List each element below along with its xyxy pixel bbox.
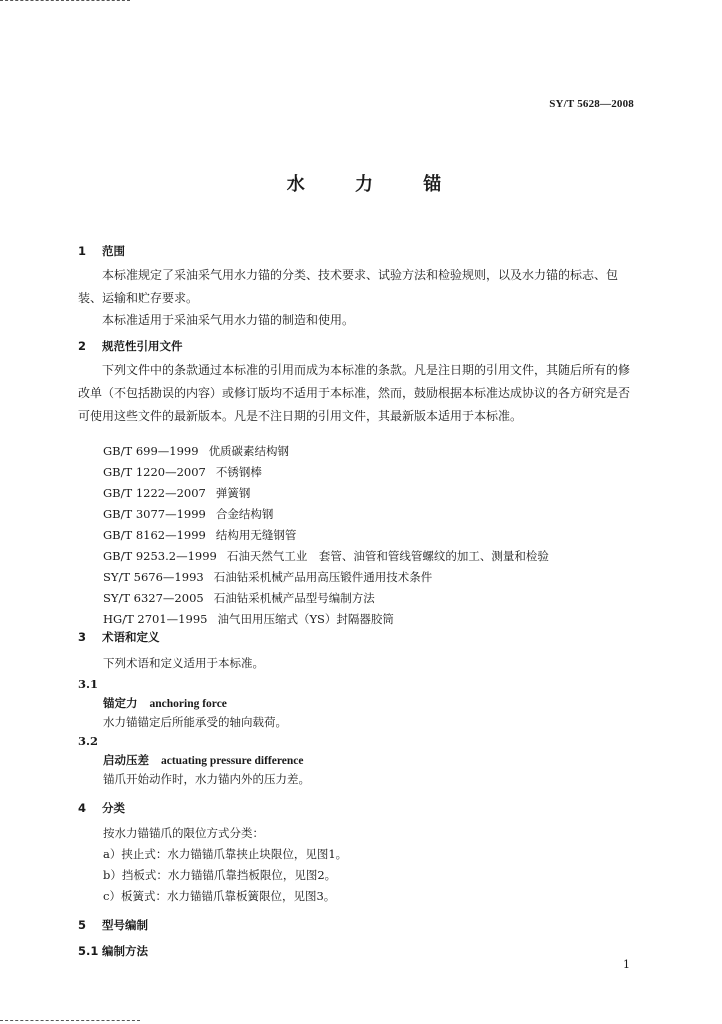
section-1-paragraph-2: 本标准适用于采油采气用水力锚的制造和使用。	[102, 313, 355, 327]
reference-item: GB/T 1222—2007 弹簧钢	[103, 486, 251, 500]
reference-item: GB/T 699—1999 优质碳素结构钢	[103, 444, 290, 458]
reference-item: SY/T 6327—2005 石油钻采机械产品型号编制方法	[103, 591, 375, 605]
term-number: 3.2	[78, 734, 99, 748]
list-item: a）挟止式：水力锚锚爪靠挟止块限位，见图1。	[103, 847, 348, 861]
section-heading-5: 5 型号编制	[78, 918, 148, 932]
section-2-paragraph: 下列文件中的条款通过本标准的引用而成为本标准的条款。凡是注日期的引用文件，其随后所有的修改单（不包括勘误的内容）或修订版均不适用于本标准，然而，鼓励根据本标准达成协议的各方研究是否可使用这些文件的最新版本。凡是不注日期的引用文件，其最新版本适用于本标准。	[78, 363, 631, 423]
term-definition: 锚爪开始动作时，水力锚内外的压力差。	[103, 772, 310, 786]
section-3-intro: 下列术语和定义适用于本标准。	[103, 656, 264, 670]
list-item: c）板簧式：水力锚锚爪靠板簧限位，见图3。	[103, 889, 336, 903]
section-heading-4: 4 分类	[78, 801, 125, 815]
section-heading-1: 1 范围	[78, 244, 125, 258]
reference-item: HG/T 2701—1995 油气田用压缩式（YS）封隔器胶筒	[103, 612, 394, 626]
term-name: 锚定力 anchoring force	[103, 696, 227, 710]
reference-item: GB/T 3077—1999 合金结构钢	[103, 507, 274, 521]
reference-item: SY/T 5676—1993 石油钻采机械产品用高压锻件通用技术条件	[103, 570, 433, 584]
term-number: 3.1	[78, 677, 99, 691]
reference-item: GB/T 8162—1999 结构用无缝钢管	[103, 528, 297, 542]
page-number: 1	[623, 958, 630, 971]
scan-edge-mark	[0, 1020, 140, 1023]
term-name: 启动压差 actuating pressure difference	[103, 753, 304, 767]
scan-edge-mark	[0, 0, 130, 3]
list-item: b）挡板式：水力锚锚爪靠挡板限位，见图2。	[103, 868, 337, 882]
section-heading-3: 3 术语和定义	[78, 630, 160, 644]
term-definition: 水力锚锚定后所能承受的轴向载荷。	[103, 715, 287, 729]
section-1-paragraph: 本标准规定了采油采气用水力锚的分类、技术要求、试验方法和检验规则，以及水力锚的标志、包装、运输和贮存要求。	[78, 268, 619, 305]
document-title: 水 力 锚	[286, 174, 464, 195]
section-heading-2: 2 规范性引用文件	[78, 339, 183, 353]
reference-item: GB/T 9253.2—1999 石油天然气工业 套管、油管和管线管螺纹的加工、测量和检验	[103, 549, 549, 563]
section-4-intro: 按水力锚锚爪的限位方式分类：	[103, 826, 264, 840]
reference-item: GB/T 1220—2007 不锈钢棒	[103, 465, 262, 479]
standard-code: SY/T 5628—2008	[549, 98, 634, 110]
section-heading-5-1: 5.1 编制方法	[78, 944, 148, 958]
